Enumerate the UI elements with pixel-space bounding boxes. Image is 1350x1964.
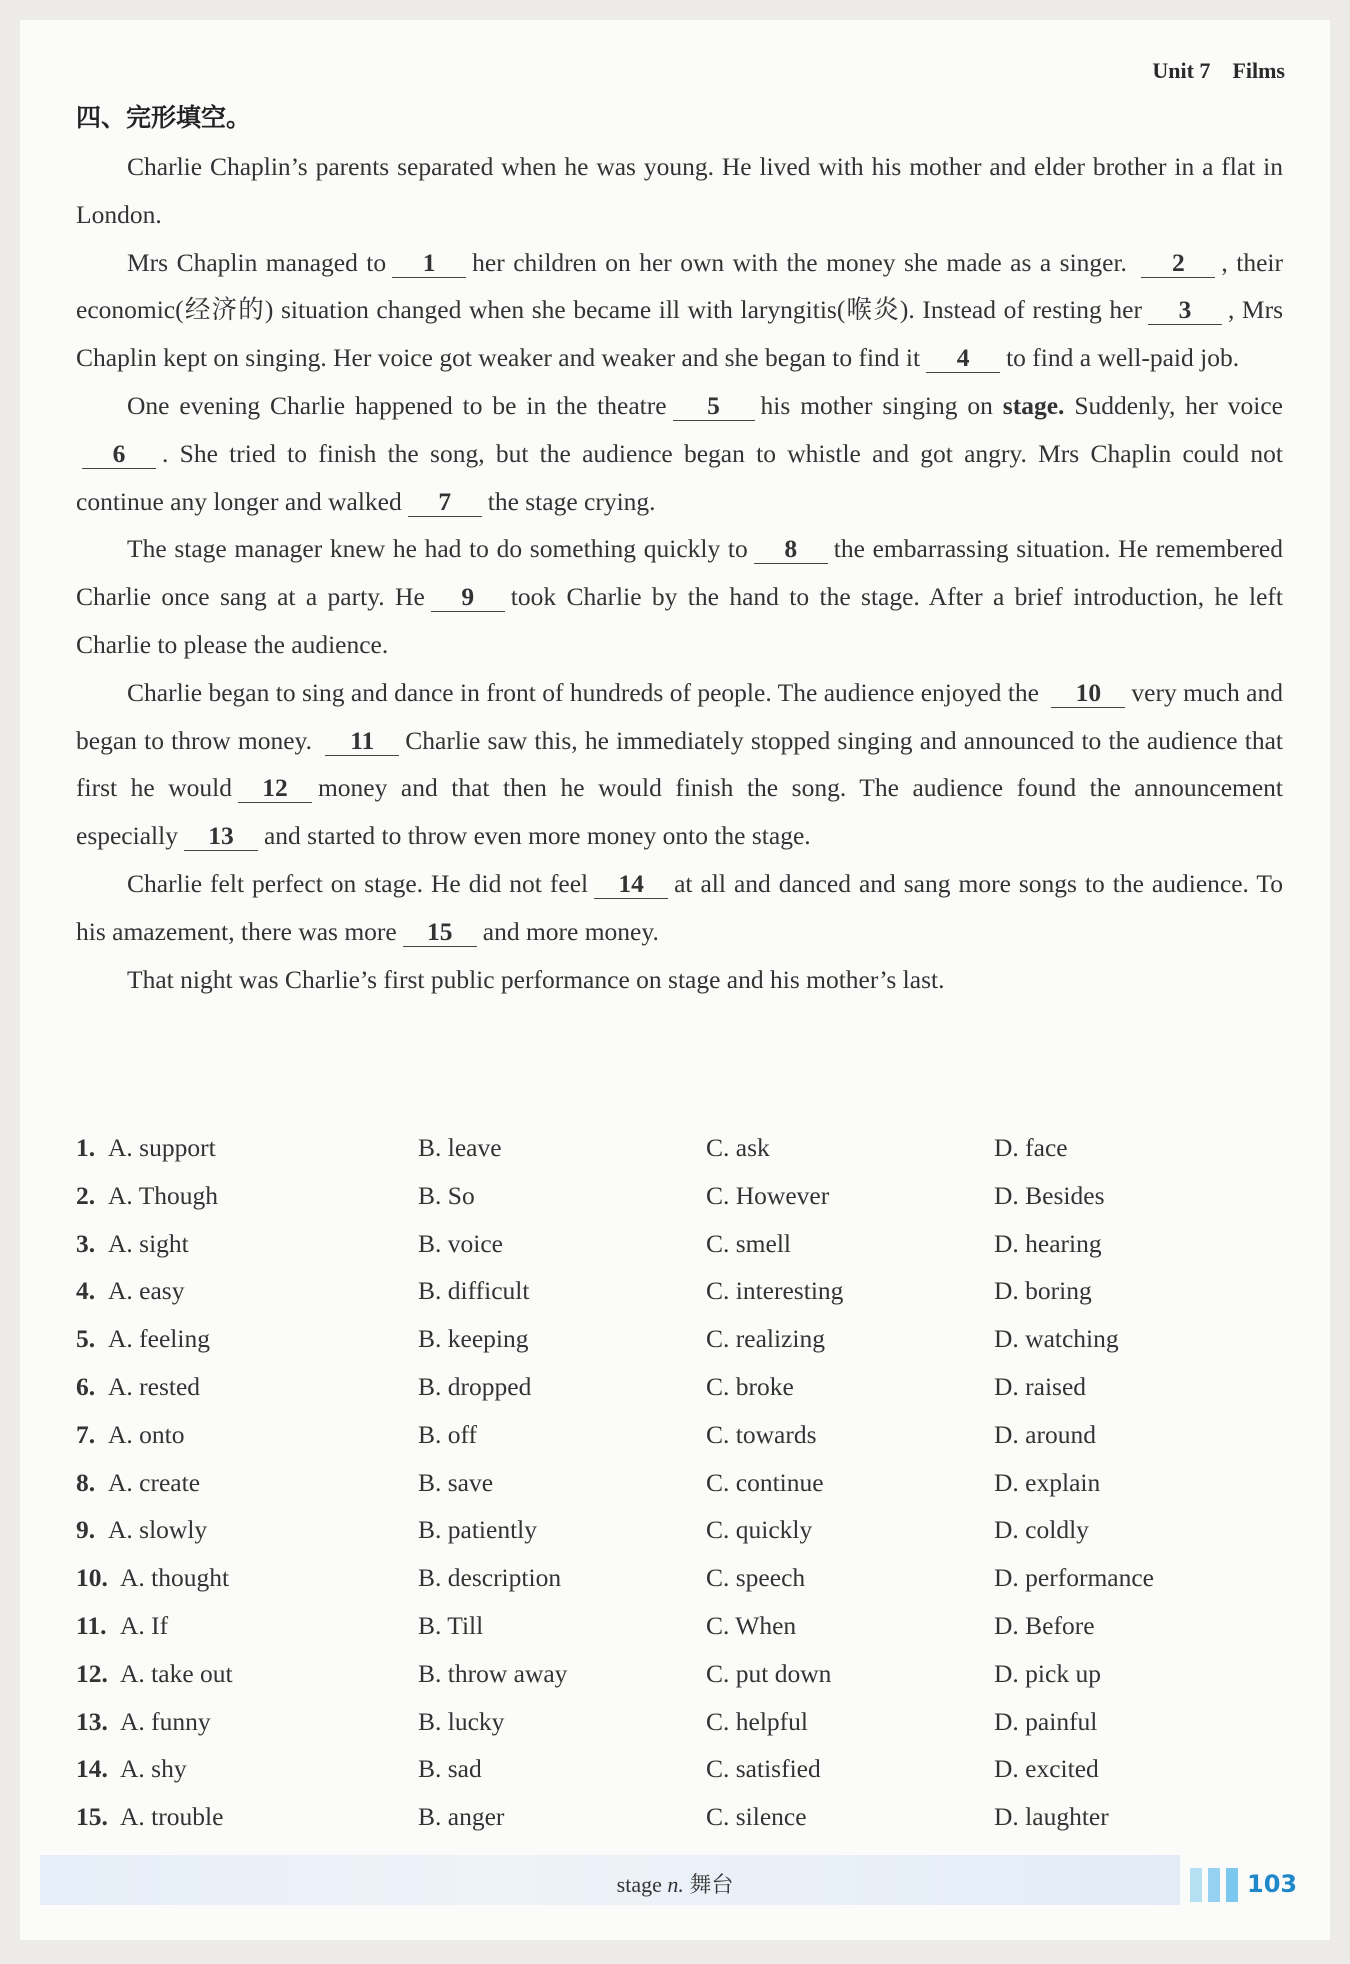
cloze-passage [76, 143, 1283, 1003]
option-b: B. patiently [418, 1515, 537, 1545]
option-b: B. throw away [418, 1658, 568, 1688]
option-d: D. around [994, 1419, 1096, 1449]
option-row [76, 1698, 1283, 1746]
option-row [76, 1554, 1283, 1602]
question-number: 11. [76, 1610, 107, 1640]
vocab-gloss: 舞台 [689, 1872, 734, 1897]
option-a: A. slowly [108, 1515, 208, 1545]
option-c: C. realizing [706, 1324, 825, 1354]
option-c: C. satisfied [706, 1754, 821, 1784]
paragraph-2: Mrs Chaplin managed to 1 her children on her own with the money she made as a singer. 2 , their economic(经济的) situation changed when she became ill with laryngitis(喉炎). Instead of resting her 3 , Mrs Chaplin kept on singing. Her voice got weaker and weaker and she began to find it 4 to find a well-paid job. [76, 247, 1284, 373]
option-d: D. raised [994, 1371, 1087, 1401]
option-row [76, 1220, 1283, 1268]
running-head [1152, 58, 1285, 84]
option-a: A. trouble [120, 1802, 224, 1832]
option-row [76, 1793, 1283, 1841]
option-a: A. If [120, 1610, 169, 1640]
option-d: D. performance [994, 1563, 1154, 1593]
option-b: B. off [418, 1419, 478, 1449]
question-number: 14. [76, 1754, 108, 1784]
blank-7: 7 [408, 488, 482, 517]
option-b: B. anger [418, 1802, 505, 1832]
option-d: D. laughter [994, 1802, 1109, 1832]
option-row [76, 1411, 1283, 1459]
option-d: D. pick up [994, 1658, 1101, 1688]
option-a: A. Though [108, 1180, 219, 1210]
blank-10: 10 [1051, 679, 1125, 708]
option-c: C. broke [706, 1371, 794, 1401]
option-d: D. Before [994, 1610, 1095, 1640]
blank-2: 2 [1141, 249, 1215, 278]
blank-14: 14 [594, 870, 668, 899]
option-d: D. hearing [994, 1228, 1102, 1258]
option-a: A. take out [120, 1658, 233, 1688]
question-number: 12. [76, 1658, 108, 1688]
option-a: A. easy [108, 1276, 185, 1306]
option-row [76, 1267, 1283, 1315]
blank-1: 1 [392, 249, 466, 278]
option-c: C. speech [706, 1563, 806, 1593]
blank-13: 13 [184, 822, 258, 851]
question-number: 2. [76, 1180, 96, 1210]
question-number: 5. [76, 1324, 96, 1354]
option-row [76, 1602, 1283, 1650]
option-a: A. rested [108, 1371, 201, 1401]
question-number: 1. [76, 1133, 96, 1162]
option-row [76, 1363, 1283, 1411]
paragraph-6: Charlie felt perfect on stage. He did not feel 14 at all and danced and sang more songs to the audience. To his amazement, there was more 15 and more money. [76, 868, 1283, 946]
blank-3: 3 [1148, 296, 1222, 325]
option-b: B. difficult [418, 1276, 530, 1306]
question-number: 8. [76, 1467, 96, 1497]
option-b: B. leave [418, 1133, 502, 1162]
option-row [76, 1124, 1283, 1172]
question-number: 9. [76, 1515, 96, 1545]
option-c: C. interesting [706, 1276, 844, 1306]
question-number: 15. [76, 1802, 108, 1832]
question-number: 10. [76, 1563, 108, 1593]
option-a: A. thought [120, 1563, 230, 1593]
option-c: C. continue [706, 1467, 824, 1497]
blank-8: 8 [754, 535, 828, 564]
blank-12: 12 [238, 774, 312, 803]
option-b: B. dropped [418, 1371, 532, 1401]
option-c: C. smell [706, 1228, 792, 1258]
option-d: D. face [994, 1133, 1068, 1162]
option-d: D. painful [994, 1706, 1098, 1736]
page-number: 103 [1247, 1870, 1298, 1898]
option-b: B. So [418, 1180, 475, 1210]
option-c: C. silence [706, 1802, 807, 1832]
option-a: A. shy [120, 1754, 187, 1784]
option-b: B. sad [418, 1754, 482, 1784]
blank-4: 4 [926, 344, 1000, 373]
bold-word-stage: stage. [1002, 390, 1065, 420]
option-d: D. Besides [994, 1180, 1105, 1210]
option-d: D. explain [994, 1467, 1101, 1497]
unit-label: Unit 7 [1152, 58, 1211, 83]
paragraph-7: That night was Charlie’s first public performance on stage and his mother’s last. [127, 964, 945, 994]
question-number: 4. [76, 1276, 96, 1306]
option-d: D. watching [994, 1324, 1119, 1354]
vocab-word: stage [616, 1872, 662, 1897]
unit-topic: Films [1232, 58, 1285, 83]
section-title: 四、完形填空。 [76, 103, 252, 132]
question-number: 3. [76, 1228, 96, 1258]
option-a: A. onto [108, 1419, 185, 1449]
option-c: C. helpful [706, 1706, 808, 1736]
option-row [76, 1315, 1283, 1363]
option-a: A. support [108, 1133, 216, 1162]
option-d: D. excited [994, 1754, 1099, 1784]
option-b: B. Till [418, 1610, 484, 1640]
paragraph-5: Charlie began to sing and dance in front of hundreds of people. The audience enjoyed the 10 very much and began to throw money. 11 Charlie saw this, he immediately stopped singing and announced to the audience that first he would 12 money and that then he would finish the song. The audience found the announcement especially 13 and started to throw even more money onto the stage. [76, 677, 1283, 851]
option-row [76, 1650, 1283, 1698]
option-b: B. voice [418, 1228, 503, 1258]
option-a: A. sight [108, 1228, 189, 1258]
option-a: A. feeling [108, 1324, 210, 1354]
blank-5: 5 [673, 392, 755, 421]
answer-options [76, 1124, 1283, 1841]
paragraph-1: Charlie Chaplin’s parents separated when he was young. He lived with his mother and elder brother in a flat in London. [76, 152, 1283, 229]
option-d: D. coldly [994, 1515, 1089, 1545]
option-c: C. towards [706, 1419, 817, 1449]
option-c: C. quickly [706, 1515, 813, 1545]
blank-15: 15 [403, 918, 477, 947]
question-number: 7. [76, 1419, 96, 1449]
option-c: C. When [706, 1610, 797, 1640]
option-b: B. description [418, 1563, 562, 1593]
option-b: B. save [418, 1467, 494, 1497]
option-a: A. create [108, 1467, 201, 1497]
option-c: C. put down [706, 1658, 832, 1688]
option-row [76, 1459, 1283, 1507]
question-number: 6. [76, 1371, 96, 1401]
question-number: 13. [76, 1706, 108, 1736]
option-d: D. boring [994, 1276, 1092, 1306]
part-of-speech: n. [667, 1872, 684, 1897]
option-row [76, 1506, 1283, 1554]
paragraph-4: The stage manager knew he had to do something quickly to 8 the embarrassing situation. He remembered Charlie once sang at a party. He 9 took Charlie by the hand to the stage. After a brief introduction, he left Charlie to please the audience. [76, 534, 1284, 659]
option-row [76, 1745, 1283, 1793]
option-a: A. funny [120, 1706, 211, 1736]
option-b: B. keeping [418, 1324, 529, 1354]
blank-6: 6 [82, 440, 156, 469]
paragraph-3: One evening Charlie happened to be in the theatre 5 his mother singing on stage. Suddenly, her voice6 . She tried to finish the song, but the audience began to whistle and got angry. Mrs Chaplin could not continue any longer and walked 7 the stage crying. [76, 390, 1283, 516]
option-c: C. However [706, 1180, 830, 1210]
blank-11: 11 [325, 727, 399, 756]
vocabulary-note [0, 1868, 1350, 1899]
option-row [76, 1172, 1283, 1220]
option-b: B. lucky [418, 1706, 505, 1736]
option-c: C. ask [706, 1133, 770, 1162]
blank-9: 9 [431, 583, 505, 612]
